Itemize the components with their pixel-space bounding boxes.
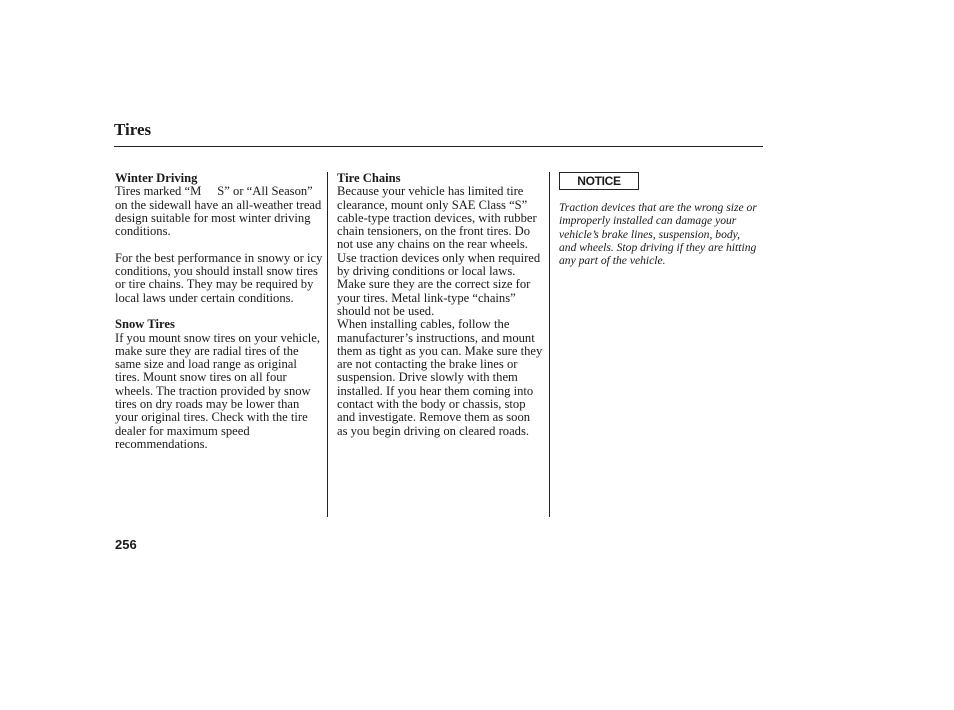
page-title: Tires [114, 120, 152, 139]
snow-tires-heading: Snow Tires [115, 317, 175, 332]
column-tire-chains [337, 172, 543, 438]
tire-chains-paragraph-1: Because your vehicle has limited tire clearance, mount only SAE Class “S” cable-type traction devices, with rubber chain tensioners, on the front tires. Do not use any chains on the rear wheels. Use traction devices only when required by driving conditions or local laws. Make sure they are the correct size for your tires. Metal link-type “chains” should not be used. [337, 184, 541, 318]
column-notice [559, 172, 759, 267]
winter-driving-paragraph-2: For the best performance in snowy or icy conditions, you should install snow tires or tire chains. They may be required by local laws under certain conditions. [115, 250, 323, 305]
winter-driving-heading: Winter Driving [115, 171, 198, 185]
page-number: 256 [115, 537, 137, 552]
tire-chains-heading: Tire Chains [337, 171, 401, 185]
winter-driving-text-b: S” or “All Season” on the sidewall have an all-weather tread design suitable for most winter driving conditions. [115, 184, 322, 239]
title-divider [114, 146, 763, 147]
winter-driving-text-a: Tires marked “M [115, 184, 202, 199]
winter-driving-paragraph-1 [115, 185, 323, 238]
column-divider-2 [549, 172, 550, 517]
notice-text: Traction devices that are the wrong size or improperly installed can damage your vehicle’s brake lines, suspension, body, and wheels. Stop driving if they are hitting any part of the vehicle. [559, 201, 757, 268]
column-divider-1 [327, 172, 328, 517]
column-winter-driving [115, 172, 323, 451]
notice-label: NOTICE [559, 172, 639, 190]
tire-chains-paragraph-2: When installing cables, follow the manufacturer’s instructions, and mount them as tight as you can. Make sure they are not contacting the brake lines or suspension. Drive slowly with them installed. If you hear them coming into contact with the body or chassis, stop and investigate. Remove them as soon as you begin driving on cleared roads. [337, 317, 543, 438]
snow-tires-paragraph: If you mount snow tires on your vehicle, make sure they are radial tires of the same size and load range as original tires. Mount snow tires on all four wheels. The traction provided by snow tires on dry roads may be lower than your original tires. Check with the tire dealer for maximum speed recommendations. [115, 330, 320, 451]
